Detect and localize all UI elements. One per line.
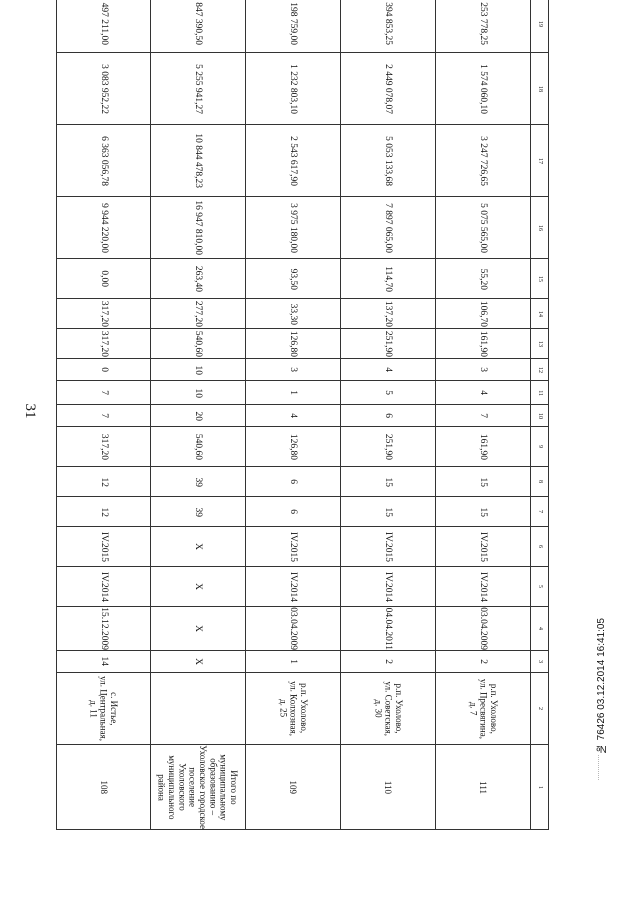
cell-value: с. Истье, ул. Центральная, д. 11 [88,676,120,742]
registration-stamp: № 76426 03.12.2014 16:41:05 [596,618,607,755]
column-number-cell [531,527,549,567]
cell-value: 10 [193,365,204,375]
cell-value: Итого по муниципальному образованию – Ухоловское городское поселение Ухоловского муниципального района [156,745,240,829]
table-cell [57,607,151,651]
cell-value: р.п. Ухолово, ул. Пресвягина, д. 7 [467,678,499,739]
column-number-cell [531,259,549,299]
cell-value: 15 [478,477,489,487]
column-number: 4 [536,627,543,631]
table-row [57,567,549,607]
cell-value: 263,40 [193,265,204,293]
column-number: 5 [536,585,543,589]
data-table [56,0,549,830]
column-number-cell [531,405,549,427]
cell-value: 15 [383,507,394,517]
cell-value: IV.2014 [288,571,299,603]
cell-value: 33,30 [288,303,299,325]
cell-value: 14 [98,656,109,667]
column-number: 19 [536,20,543,27]
table-row [57,197,549,259]
table-cell [151,567,246,607]
page-number: 31 [22,403,38,419]
column-number: 7 [536,510,543,514]
table-cell [151,427,246,467]
column-number: 3 [536,660,543,664]
table-row [57,467,549,497]
table-row [57,673,549,745]
cell-value: 106,70 [478,300,489,328]
table-cell [246,567,341,607]
table-cell [436,53,531,125]
column-number-cell [531,299,549,329]
table-cell [151,467,246,497]
table-row [57,125,549,197]
cell-value: 137,20 [383,300,394,328]
column-number: 11 [536,390,543,396]
table-cell [151,359,246,381]
column-number: 16 [536,224,543,231]
cell-value: IV.2015 [383,531,394,563]
cell-value: р.п. Ухолово, ул. Советская, д. 30 [372,681,404,736]
cell-value: 1 574 060,10 [478,64,489,114]
table-cell [151,299,246,329]
table-row [57,381,549,405]
column-number: 14 [536,310,543,317]
table-cell [436,607,531,651]
table-cell [57,197,151,259]
table-cell [246,359,341,381]
cell-value: 03.04.2009 [288,607,299,651]
column-number: 1 [536,785,543,789]
table-cell [57,329,151,359]
cell-value: 15 [478,507,489,517]
cell-value: 2 449 078,07 [383,64,394,114]
table-cell [246,651,341,673]
table-cell [246,0,341,53]
table-row [57,53,549,125]
data-table-sheet [57,2,549,830]
column-number-cell [531,497,549,527]
column-number: 2 [536,707,543,711]
cell-value: 5 255 941,27 [193,64,204,114]
cell-value: 7 897 065,00 [383,203,394,253]
column-number: 10 [536,412,543,419]
column-number-cell [531,125,549,197]
table-cell [436,359,531,381]
cell-value: 540,60 [193,433,204,461]
cell-value: 109 [288,780,299,794]
column-number-cell [531,567,549,607]
table-cell [436,651,531,673]
cell-value: 12 [98,507,109,517]
cell-value: 198 759,00 [288,2,299,46]
table-cell [246,607,341,651]
cell-value: 5 053 133,68 [383,136,394,186]
cell-value: 9 944 220,00 [98,203,109,253]
table-cell [436,299,531,329]
cell-value: 251,90 [383,330,394,358]
cell-value: 497 211,00 [98,2,109,46]
cell-value: 6 [383,413,394,419]
table-cell [341,405,436,427]
cell-value: IV.2015 [288,531,299,563]
cell-value: 39 [193,477,204,487]
table-cell [341,125,436,197]
table-cell [341,745,436,830]
table-cell [341,299,436,329]
cell-value: 20 [193,411,204,421]
cell-value: 5 075 565,00 [478,203,489,253]
column-number-cell [531,673,549,745]
table-cell [436,259,531,299]
cell-value: 10 844 478,23 [193,133,204,189]
table-cell [246,497,341,527]
table-cell [246,405,341,427]
column-number: 13 [536,340,543,347]
cell-value: 540,60 [193,330,204,358]
cell-value: 1 [288,390,299,396]
table-cell [57,259,151,299]
column-number-cell [531,651,549,673]
table-cell [151,745,246,830]
table-cell [341,607,436,651]
table-cell [436,527,531,567]
cell-value: 110 [383,780,394,794]
table-cell [246,427,341,467]
table-cell [246,197,341,259]
cell-value: 161,90 [478,433,489,461]
cell-value: 5 [383,390,394,396]
cell-value: 3 [288,367,299,373]
table-cell [246,673,341,745]
cell-value: 15.12.2009 [98,607,109,651]
cell-value: IV.2014 [478,571,489,603]
table-cell [57,125,151,197]
cell-value: 03.04.2009 [478,607,489,651]
cell-value: р.п. Ухолово, ул. Колхозная, д. 25 [277,681,309,737]
cell-value: 3 083 952,22 [98,64,109,114]
table-cell [57,651,151,673]
table-cell [436,197,531,259]
table-row [57,0,549,53]
column-number: 8 [536,480,543,484]
table-cell [57,745,151,830]
column-number-cell [531,53,549,125]
cell-value: 2 543 617,90 [288,136,299,186]
cell-value: 04.04.2011 [383,607,394,651]
table-cell [151,125,246,197]
table-cell [341,567,436,607]
table-cell [436,567,531,607]
table-cell [341,329,436,359]
column-number: 9 [536,445,543,449]
cell-value: 6 363 056,78 [98,136,109,186]
table-cell [436,497,531,527]
cell-value: 55,20 [478,268,489,290]
cell-value: 39 [193,507,204,517]
table-cell [341,0,436,53]
cell-value: X [193,543,204,551]
table-cell [246,125,341,197]
table-cell [246,299,341,329]
cell-value: 0 [98,367,109,373]
cell-value: IV.2014 [383,571,394,603]
column-number-cell [531,197,549,259]
table-cell [151,53,246,125]
table-row [57,497,549,527]
column-number: 18 [536,85,543,92]
column-number: 6 [536,545,543,549]
table-cell [341,53,436,125]
table-cell [246,467,341,497]
cell-value: 3 247 726,65 [478,136,489,186]
cell-value: X [193,625,204,633]
cell-value: 317,20 [98,433,109,461]
cell-value: 16 947 810,00 [193,200,204,256]
cell-value: IV.2015 [478,531,489,563]
cell-value: 108 [98,780,109,794]
table-cell [246,259,341,299]
table-cell [57,497,151,527]
table-cell [57,467,151,497]
cell-value: 2 [478,659,489,665]
table-cell [57,359,151,381]
cell-value: 12 [98,477,109,487]
table-cell [436,673,531,745]
table-cell [341,427,436,467]
table-cell [246,329,341,359]
cell-value: 317,20 [98,330,109,358]
table-cell [57,405,151,427]
table-cell [436,381,531,405]
cell-value: 126,80 [288,330,299,358]
table-cell [151,197,246,259]
table-cell [341,673,436,745]
table-cell [436,427,531,467]
cell-value: 1 232 803,10 [288,64,299,114]
table-cell [151,497,246,527]
cell-value: 317,20 [98,300,109,328]
table-cell [151,527,246,567]
table-row [57,259,549,299]
table-cell [436,405,531,427]
table-cell [246,527,341,567]
cell-value: X [193,658,204,666]
table-cell [341,259,436,299]
table-row [57,651,549,673]
cell-value: 847 390,50 [193,2,204,46]
table-cell [151,673,246,745]
cell-value: 277,20 [193,300,204,328]
table-cell [246,745,341,830]
table-cell [151,405,246,427]
cell-value: 7 [98,413,109,419]
table-cell [151,329,246,359]
cell-value: X [193,583,204,591]
table-cell [341,527,436,567]
table-cell [341,381,436,405]
column-number-cell [531,467,549,497]
faint-mark [598,755,619,780]
column-number-cell [531,0,549,53]
cell-value: 111 [478,780,489,794]
table-row [57,299,549,329]
table-cell [151,259,246,299]
table-cell [246,381,341,405]
cell-value: 0,00 [98,270,109,288]
cell-value: 10 [193,388,204,398]
table-cell [246,53,341,125]
column-number-cell [531,607,549,651]
table-cell [341,467,436,497]
table-cell [57,427,151,467]
cell-value: IV.2014 [98,571,109,603]
table-cell [57,0,151,53]
cell-value: 6 [288,509,299,515]
cell-value: 1 [288,659,299,665]
cell-value: 4 [383,367,394,373]
table-cell [57,53,151,125]
cell-value: 93,50 [288,268,299,290]
table-row [57,745,549,830]
table-cell [57,299,151,329]
cell-value: 394 853,25 [383,2,394,46]
cell-value: 6 [288,479,299,485]
column-number-cell [531,745,549,830]
column-number-cell [531,381,549,405]
table-cell [151,381,246,405]
cell-value: 253 778,25 [478,2,489,46]
table-row [57,359,549,381]
table-cell [341,497,436,527]
table-cell [341,651,436,673]
cell-value: 114,70 [383,266,394,292]
table-cell [341,197,436,259]
table-cell [436,467,531,497]
table-cell [57,567,151,607]
cell-value: 2 [383,659,394,665]
table-cell [151,651,246,673]
table-cell [436,0,531,53]
column-number: 12 [536,366,543,373]
table-cell [436,329,531,359]
cell-value: 7 [478,413,489,419]
cell-value: 4 [478,390,489,396]
table-cell [436,745,531,830]
table-cell [57,381,151,405]
table-row [57,527,549,567]
cell-value: 3 975 180,00 [288,203,299,253]
cell-value: 126,80 [288,433,299,461]
table-row [57,607,549,651]
table-cell [341,359,436,381]
cell-value: 15 [383,477,394,487]
cell-value: 161,90 [478,330,489,358]
column-number-cell [531,359,549,381]
column-number-cell [531,329,549,359]
table-row [57,427,549,467]
table-cell [57,673,151,745]
column-number: 15 [536,275,543,282]
cell-value: 7 [98,390,109,396]
table-cell [151,0,246,53]
table-cell [57,527,151,567]
table-cell [436,125,531,197]
cell-value: 4 [288,413,299,419]
cell-value: 251,90 [383,433,394,461]
column-number-cell [531,427,549,467]
table-cell [151,607,246,651]
cell-value: IV.2015 [98,531,109,563]
table-row [57,329,549,359]
cell-value: 3 [478,367,489,373]
table-row [57,405,549,427]
column-number: 17 [536,157,543,164]
